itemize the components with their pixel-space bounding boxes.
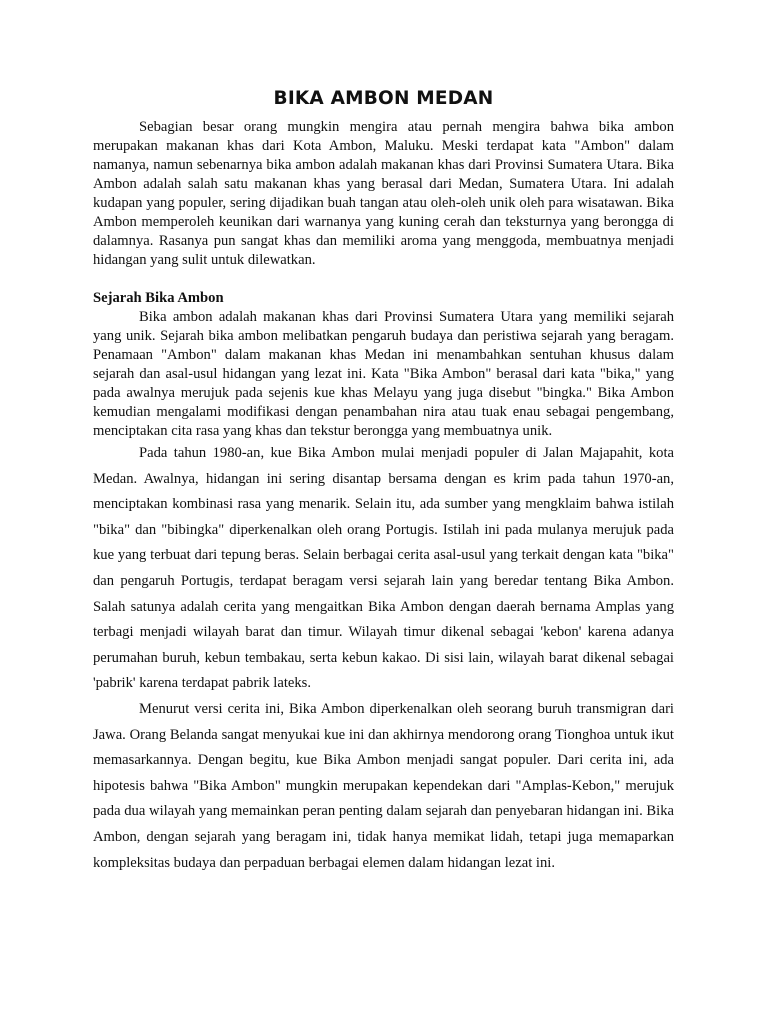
history-paragraph-2: Pada tahun 1980-an, kue Bika Ambon mulai menjadi populer di Jalan Majapahit, kota Medan. Awalnya, hidangan ini sering disantap bersama dengan es krim pada tahun 1970-an, menciptakan kombinasi rasa yang menarik. Selain itu, ada sumber yang mengklaim bahwa istilah "bika" dan "bibingka" diperkenalkan oleh orang Portugis. Istilah ini pada mulanya merujuk pada kue yang terbuat dari tepung beras. Selain berbagai cerita asal-usul yang terkait dengan kata "bika" dan pengaruh Portugis, terdapat beragam versi sejarah lain yang beredar tentang Bika Ambon. Salah satunya adalah cerita yang mengaitkan Bika Ambon dengan daerah bernama Amplas yang terbagi menjadi wilayah barat dan timur. Wilayah timur dikenal sebagai 'kebon' karena adanya perumahan buruh, kebun tembakau, serta kebun kakao. Di sisi lain, wilayah barat dikenal sebagai 'pabrik' karena terdapat pabrik lateks. xyxy=(93,445,674,692)
history-paragraph-3: Menurut versi cerita ini, Bika Ambon diperkenalkan oleh seorang buruh transmigran dari Jawa. Orang Belanda sangat menyukai kue ini dan akhirnya mendorong orang Tionghoa untuk ikut memasarkannya. Dengan begitu, kue Bika Ambon menjadi sangat populer. Dari cerita ini, ada hipotesis bahwa "Bika Ambon" mungkin merupakan kependekan dari "Amplas-Kebon," merujuk pada dua wilayah yang memainkan peran penting dalam sejarah dan penyebaran hidangan ini. Bika Ambon, dengan sejarah yang beragam ini, tidak hanya memikat lidah, tetapi juga memaparkan kompleksitas budaya dan perpaduan berbagai elemen dalam hidangan lezat ini. xyxy=(93,700,674,871)
document-body xyxy=(93,88,674,876)
section-heading: Sejarah Bika Ambon xyxy=(93,290,224,306)
intro-paragraph: Sebagian besar orang mungkin mengira atau pernah mengira bahwa bika ambon merupakan makanan khas dari Kota Ambon, Maluku. Meski terdapat kata "Ambon" dalam namanya, namun sebenarnya bika ambon adalah makanan khas dari Provinsi Sumatera Utara. Bika Ambon adalah salah satu makanan khas yang berasal dari Medan, Sumatera Utara. Ini adalah kudapan yang populer, sering dijadikan buah tangan atau oleh-oleh unik oleh para wisatawan. Bika Ambon memperoleh keunikan dari warnanya yang kuning cerah dan teksturnya yang berongga di dalamnya. Rasanya pun sangat khas dan memiliki aroma yang menggoda, membuatnya menjadi hidangan yang sulit untuk dilewatkan. xyxy=(93,119,674,268)
document-title: BIKA AMBON MEDAN xyxy=(273,88,494,109)
history-paragraph-1: Bika ambon adalah makanan khas dari Provinsi Sumatera Utara yang memiliki sejarah yang unik. Sejarah bika ambon melibatkan pengaruh budaya dan peristiwa sejarah yang beragam. Penamaan "Ambon" dalam makanan khas Medan ini menambahkan sentuhan khusus dalam sejarah dan asal-usul hidangan yang lezat ini. Kata "Bika Ambon" berasal dari kata "bika," yang pada awalnya merujuk pada sejenis kue khas Melayu yang juga disebut "bingka." Bika Ambon kemudian mengalami modifikasi dengan penambahan nira atau tuak enau sebagai pengembang, menciptakan cita rasa yang khas dan tekstur berongga yang membuatnya unik. xyxy=(93,309,674,439)
